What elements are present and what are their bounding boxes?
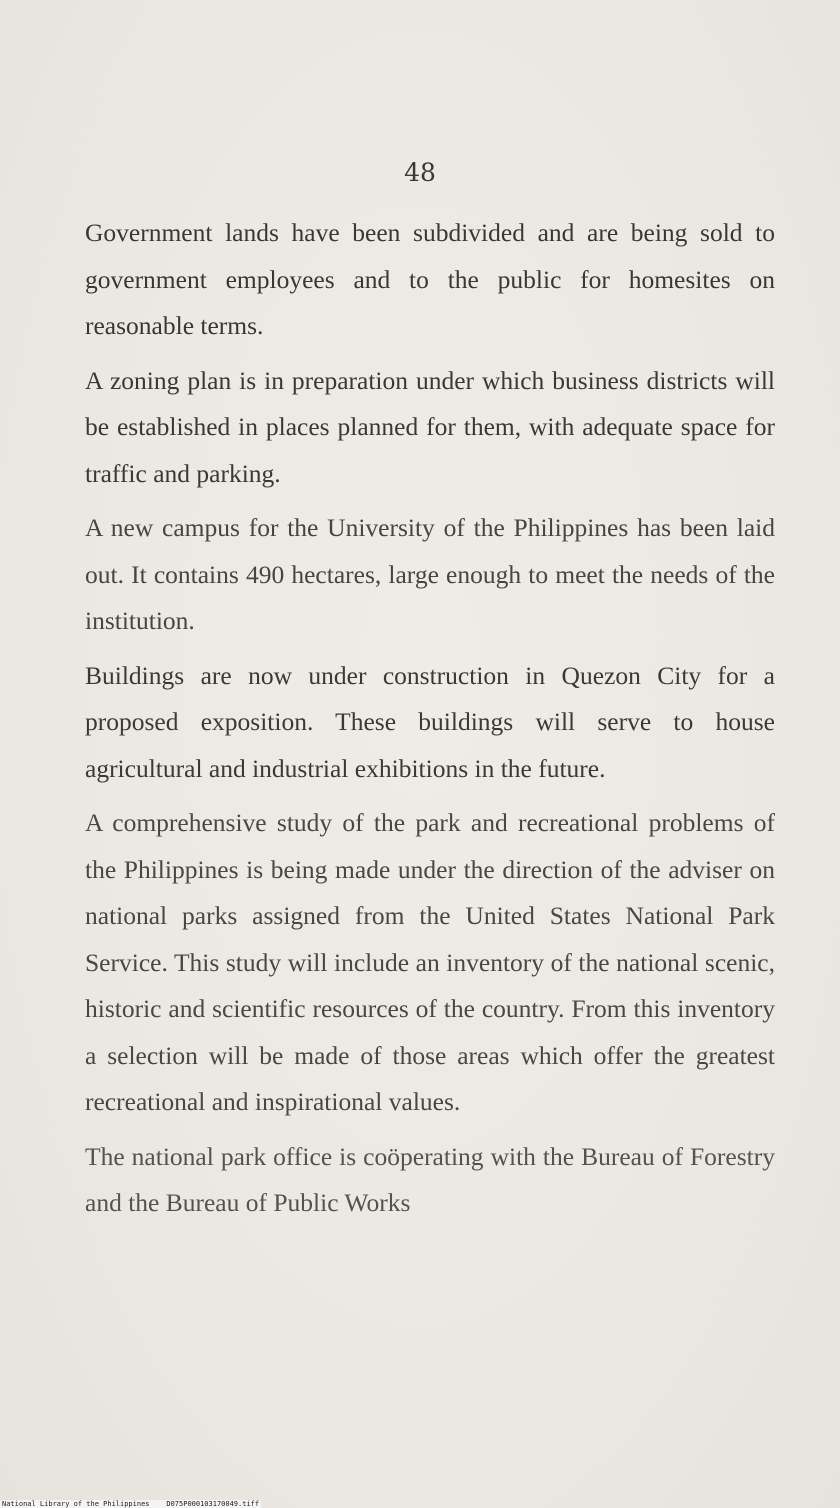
paragraph-exposition-buildings: Buildings are now under construction in Quezon City for a proposed exposition. These buildings will serve to house agricultural and industrial exhibitions in the future. [85, 660, 775, 783]
paragraph-homesites: Government lands have been subdivided and are being sold to government employees and to the public for homesites on reasonable terms. [85, 218, 775, 340]
body-text [85, 210, 775, 1235]
paragraph-university-campus: A new campus for the University of the Philippines has been laid out. It contains 490 hectares, large enough to meet the needs of the institution. [85, 513, 775, 635]
footer-file: D075P000103170049.tiff [166, 1500, 260, 1508]
scan-footer [0, 1500, 261, 1508]
page-number: 48 [404, 158, 436, 187]
paragraph-national-park-office: The national park office is coöperating with the Bureau of Forestry and the Bureau of Public Works [85, 1141, 775, 1217]
footer-library: National Library of the Philippines [2, 1500, 150, 1508]
paragraph-park-study: A comprehensive study of the park and recreational problems of the Philippines is being made under the direction of the adviser on national parks assigned from the United States National Park Service. This study will include an inventory of the national scenic, historic and scientific resources of the country. From this inventory a selection will be made of those areas which offer the greatest recreational and inspirational values. [85, 808, 775, 1116]
paragraph-zoning-plan: A zoning plan is in preparation under which business districts will be established in places planned for them, with adequate space for traffic and parking. [85, 365, 775, 488]
